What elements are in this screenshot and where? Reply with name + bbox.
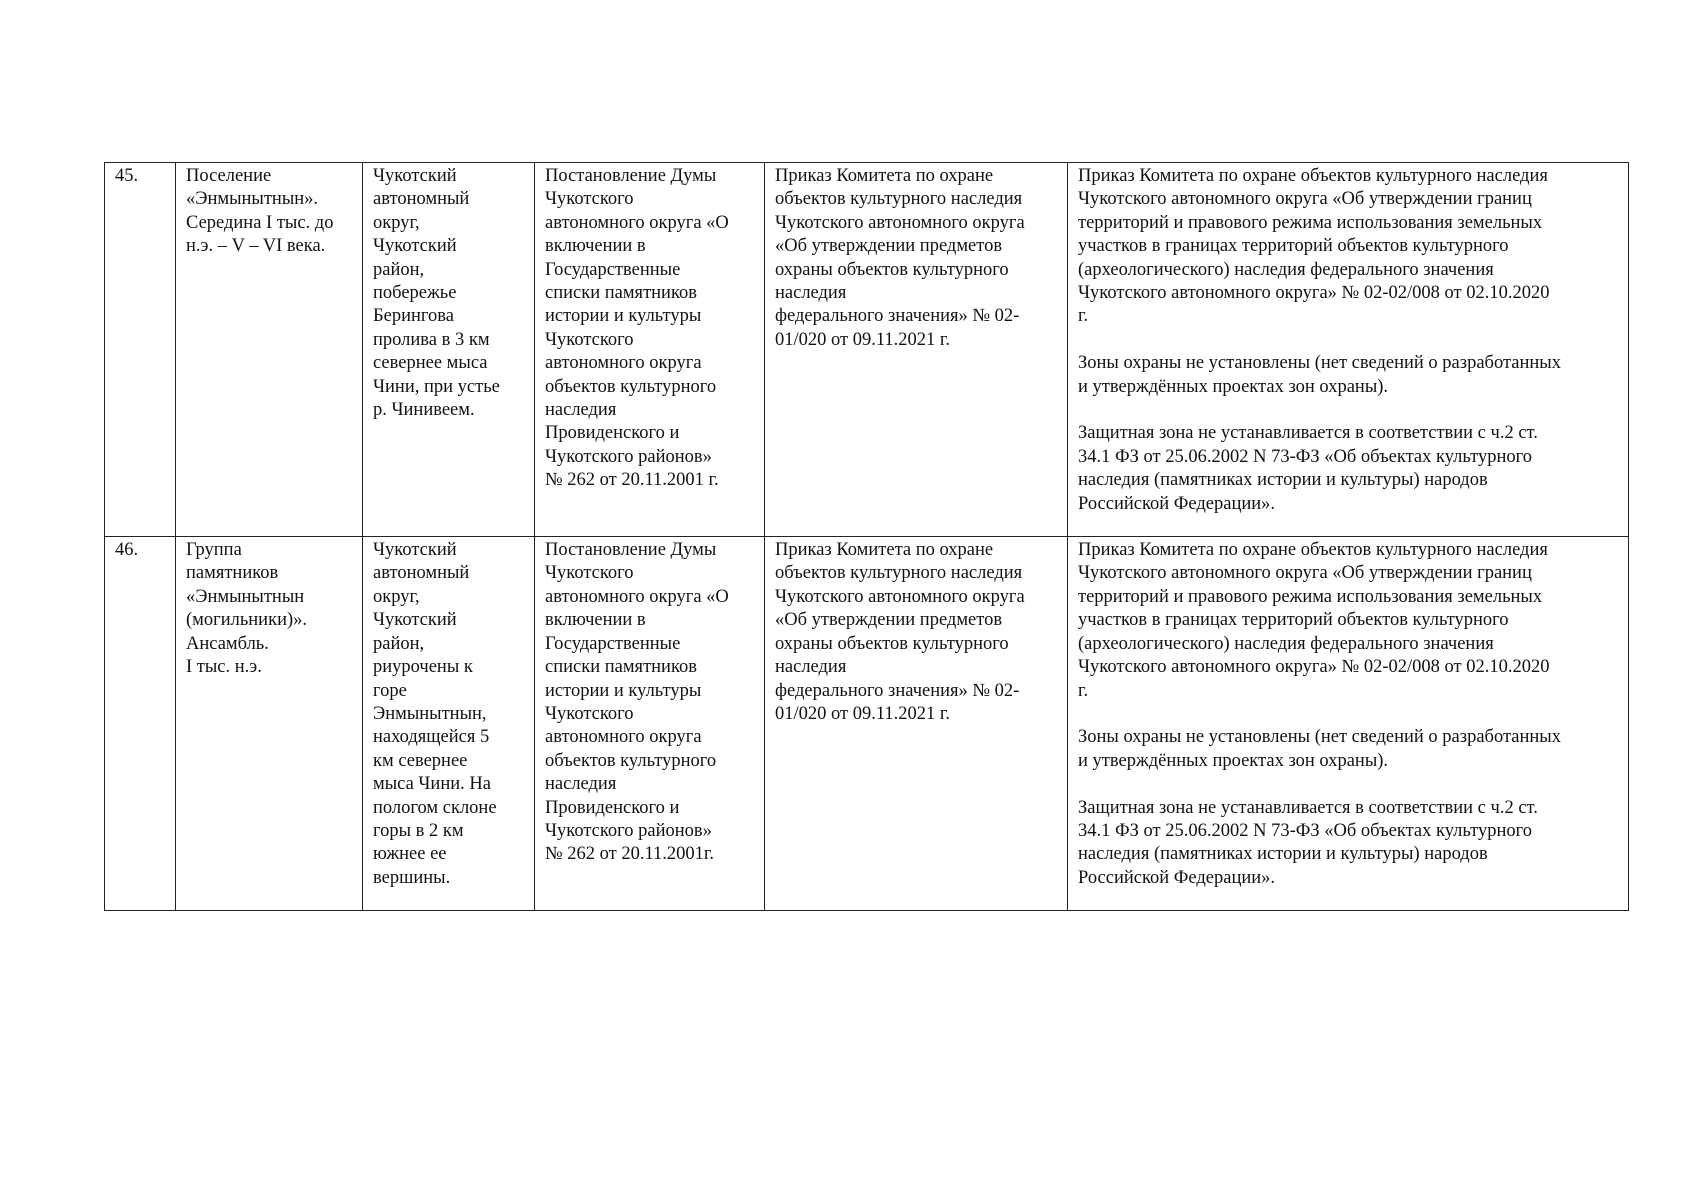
location-line: находящейся 5 xyxy=(373,727,490,748)
decree-line: Постановление Думы xyxy=(545,166,717,186)
territory-boundaries-cell xyxy=(1068,537,1629,911)
location-line: Энмынытнын, xyxy=(373,703,487,724)
protection-zone-line: наследия (памятниках истории и культуры) народов xyxy=(1078,844,1488,865)
location-line: южнее ее xyxy=(373,844,447,865)
table-body xyxy=(105,163,1629,911)
zones-line: Зоны охраны не установлены (нет сведений о разработанных xyxy=(1078,353,1561,374)
decree-line: списки памятников xyxy=(545,283,697,304)
order-line: охраны объектов культурного xyxy=(775,259,1009,280)
zones-line: Зоны охраны не установлены (нет сведений о разработанных xyxy=(1078,727,1561,748)
location-cell xyxy=(363,163,535,537)
decree-line: объектов культурного xyxy=(545,376,717,397)
location-line: горы в 2 км xyxy=(373,820,464,841)
decree-line: истории и культуры xyxy=(545,680,702,701)
location-line: мыса Чини. На xyxy=(373,774,491,795)
location-line: Чукотский xyxy=(373,540,457,561)
location-line: район, xyxy=(373,633,425,654)
location-line: Берингова xyxy=(373,306,454,327)
location-line: Чукотский xyxy=(373,236,457,257)
protection-subject-order-cell xyxy=(765,537,1068,911)
table-row xyxy=(105,537,1629,911)
territory-line: г. xyxy=(1078,306,1089,327)
paragraph-gap xyxy=(1078,703,1618,726)
decree-line: Постановление Думы xyxy=(545,540,717,561)
order-line: федерального значения» № 02- xyxy=(775,680,1020,701)
order-line: наследия xyxy=(775,283,847,304)
paragraph-gap xyxy=(1078,399,1618,422)
territory-line: территорий и правового режима использования земельных xyxy=(1078,586,1543,607)
object-name-cell xyxy=(176,163,363,537)
order-line: Приказ Комитета по охране xyxy=(775,166,994,186)
object-name-line: Поселение xyxy=(186,166,272,186)
heritage-objects-table xyxy=(104,162,1629,911)
decree-line: включении в xyxy=(545,236,646,257)
territory-boundaries-cell xyxy=(1068,163,1629,537)
location-line: км севернее xyxy=(373,750,468,771)
location-cell xyxy=(363,537,535,911)
location-line: округ, xyxy=(373,212,420,233)
decree-cell xyxy=(535,537,765,911)
object-name-line: «Энмынытнын xyxy=(186,586,305,607)
decree-line: Чукотского районов» xyxy=(545,820,712,841)
object-name-line: «Энмынытнын». xyxy=(186,189,319,210)
order-line: 01/020 от 09.11.2021 г. xyxy=(775,703,951,724)
protection-zone-line: Защитная зона не устанавливается в соответствии с ч.2 ст. xyxy=(1078,797,1538,818)
location-line: вершины. xyxy=(373,867,451,888)
decree-line: наследия xyxy=(545,774,617,795)
order-line: объектов культурного наследия xyxy=(775,189,1023,210)
location-line: горе xyxy=(373,680,407,701)
decree-line: Провиденского и xyxy=(545,423,680,444)
territory-line: г. xyxy=(1078,680,1089,701)
paragraph-gap xyxy=(1078,773,1618,796)
decree-line: № 262 от 20.11.2001г. xyxy=(545,844,715,865)
protection-zone-line: 34.1 ФЗ от 25.06.2002 N 73-ФЗ «Об объектах культурного xyxy=(1078,820,1533,841)
order-line: Чукотского автономного округа xyxy=(775,212,1025,233)
protection-subject-order-cell xyxy=(765,163,1068,537)
decree-line: автономного округа xyxy=(545,353,702,374)
decree-cell xyxy=(535,163,765,537)
decree-line: наследия xyxy=(545,400,617,421)
object-name-line: (могильники)». xyxy=(186,610,307,631)
decree-line: автономного округа «О xyxy=(545,586,729,607)
decree-line: Чукотского xyxy=(545,189,634,210)
order-line: 01/020 от 09.11.2021 г. xyxy=(775,329,951,350)
decree-line: Государственные xyxy=(545,259,681,280)
order-line: федерального значения» № 02- xyxy=(775,306,1020,327)
protection-zone-line: Российской Федерации». xyxy=(1078,493,1276,514)
decree-line: Государственные xyxy=(545,633,681,654)
location-line: пролива в 3 км xyxy=(373,329,490,350)
location-line: севернее мыса xyxy=(373,353,488,374)
object-name-line: памятников xyxy=(186,563,279,584)
location-line: пологом склоне xyxy=(373,797,497,818)
order-line: наследия xyxy=(775,657,847,678)
row-number-cell xyxy=(105,163,176,537)
zones-line: и утверждённых проектах зон охраны). xyxy=(1078,750,1389,771)
location-line: р. Чинивеем. xyxy=(373,400,475,421)
protection-zone-line: наследия (памятниках истории и культуры) народов xyxy=(1078,470,1488,491)
table-row xyxy=(105,163,1629,537)
order-line: Чукотского автономного округа xyxy=(775,586,1025,607)
location-line: Чукотский xyxy=(373,610,457,631)
order-line: Приказ Комитета по охране xyxy=(775,540,994,561)
territory-line: территорий и правового режима использования земельных xyxy=(1078,212,1543,233)
paragraph-gap xyxy=(1078,329,1618,352)
decree-line: Чукотского xyxy=(545,329,634,350)
protection-zone-line: Защитная зона не устанавливается в соответствии с ч.2 ст. xyxy=(1078,423,1538,444)
zones-line: и утверждённых проектах зон охраны). xyxy=(1078,376,1389,397)
object-name-line: Группа xyxy=(186,540,242,561)
territory-line: (археологического) наследия федерального значения xyxy=(1078,633,1494,654)
decree-line: № 262 от 20.11.2001 г. xyxy=(545,470,719,491)
territory-line: Приказ Комитета по охране объектов культурного наследия xyxy=(1078,166,1548,186)
location-line: автономный xyxy=(373,189,470,210)
decree-line: объектов культурного xyxy=(545,750,717,771)
decree-line: Чукотского xyxy=(545,563,634,584)
territory-line: участков в границах территорий объектов культурного xyxy=(1078,610,1509,631)
row-number: 46. xyxy=(115,540,139,561)
protection-zone-line: 34.1 ФЗ от 25.06.2002 N 73-ФЗ «Об объектах культурного xyxy=(1078,446,1533,467)
decree-line: автономного округа «О xyxy=(545,212,729,233)
territory-line: Приказ Комитета по охране объектов культурного наследия xyxy=(1078,540,1548,561)
order-line: объектов культурного наследия xyxy=(775,563,1023,584)
location-line: округ, xyxy=(373,586,420,607)
decree-line: истории и культуры xyxy=(545,306,702,327)
territory-line: участков в границах территорий объектов культурного xyxy=(1078,236,1509,257)
territory-line: (археологического) наследия федерального значения xyxy=(1078,259,1494,280)
object-name-line: I тыс. н.э. xyxy=(186,657,262,678)
row-number-cell xyxy=(105,537,176,911)
decree-line: включении в xyxy=(545,610,646,631)
object-name-line: Середина I тыс. до xyxy=(186,212,334,233)
row-number: 45. xyxy=(115,166,139,186)
object-name-cell xyxy=(176,537,363,911)
decree-line: Провиденского и xyxy=(545,797,680,818)
territory-line: Чукотского автономного округа» № 02-02/008 от 02.10.2020 xyxy=(1078,283,1550,304)
decree-line: автономного округа xyxy=(545,727,702,748)
object-name-line: Ансамбль. xyxy=(186,633,269,654)
location-line: Чини, при устье xyxy=(373,376,500,397)
decree-line: Чукотского районов» xyxy=(545,446,712,467)
location-line: риурочены к xyxy=(373,657,473,678)
decree-line: Чукотского xyxy=(545,703,634,724)
territory-line: Чукотского автономного округа» № 02-02/008 от 02.10.2020 xyxy=(1078,657,1550,678)
order-line: охраны объектов культурного xyxy=(775,633,1009,654)
order-line: «Об утверждении предметов xyxy=(775,610,1003,631)
location-line: побережье xyxy=(373,283,457,304)
location-line: Чукотский xyxy=(373,166,457,186)
decree-line: списки памятников xyxy=(545,657,697,678)
location-line: район, xyxy=(373,259,425,280)
territory-line: Чукотского автономного округа «Об утверждении границ xyxy=(1078,189,1532,210)
object-name-line: н.э. – V – VI века. xyxy=(186,236,326,257)
location-line: автономный xyxy=(373,563,470,584)
protection-zone-line: Российской Федерации». xyxy=(1078,867,1276,888)
order-line: «Об утверждении предметов xyxy=(775,236,1003,257)
territory-line: Чукотского автономного округа «Об утверждении границ xyxy=(1078,563,1532,584)
